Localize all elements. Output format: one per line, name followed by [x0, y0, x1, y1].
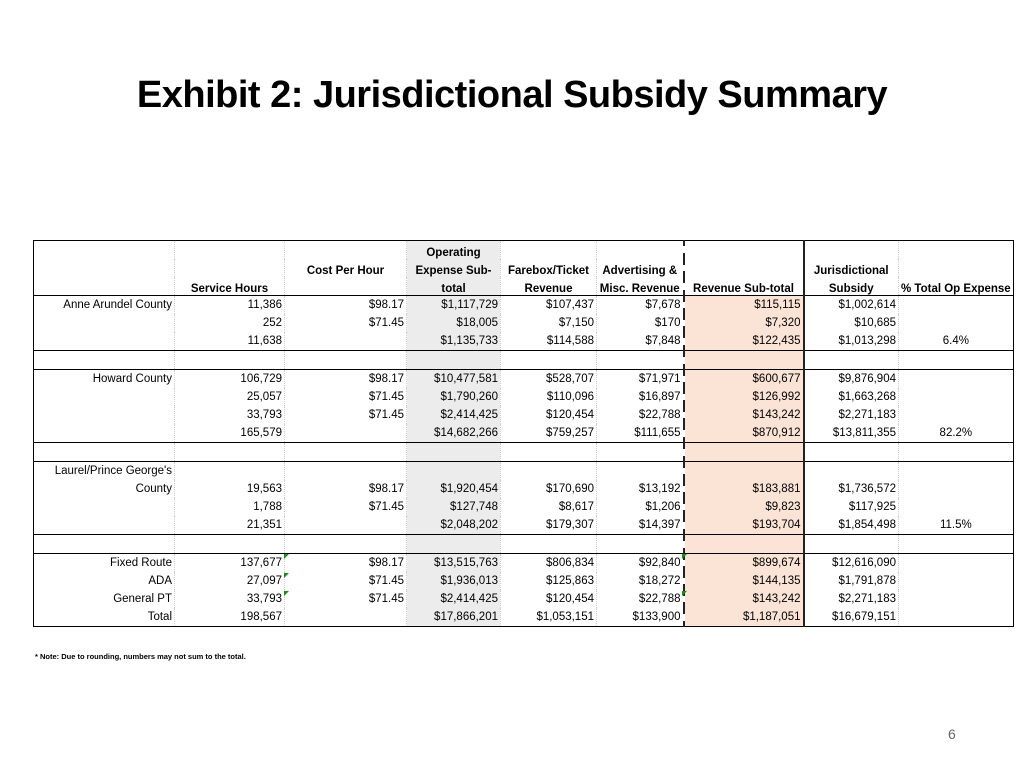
opex-cell: $1,135,733 [407, 332, 501, 350]
opex-cell: $1,790,260 [407, 388, 501, 406]
spacer-cell [407, 351, 501, 369]
advertising-cell: $22,788 [597, 590, 684, 608]
spacer-row [34, 443, 1014, 461]
pct-cell [899, 572, 1014, 590]
spacer-cell [501, 351, 597, 369]
table-row [34, 296, 1014, 314]
advertising-cell: $133,900 [597, 608, 684, 626]
service-hours-cell: 137,677 [175, 553, 285, 571]
table-row-total [34, 553, 1014, 571]
table-row [34, 461, 1014, 479]
subsidy-cell: $2,271,183 [804, 590, 899, 608]
service-hours-cell: 11,638 [175, 332, 285, 350]
revenue-subtotal-cell: $1,187,051 [684, 608, 804, 626]
spacer-cell [597, 351, 684, 369]
header-revenue-subtotal: Revenue Sub-total [684, 277, 804, 295]
cost-per-hour-cell: $71.45 [285, 406, 407, 424]
advertising-cell: $92,840 [597, 553, 684, 571]
cost-per-hour-cell: $98.17 [285, 553, 407, 571]
service-hours-cell: 1,788 [175, 498, 285, 516]
spacer-cell [501, 443, 597, 461]
jurisdiction-label [34, 406, 175, 424]
table-row-total [34, 608, 1014, 626]
header-blank [804, 241, 899, 259]
revenue-subtotal-cell: $7,320 [684, 314, 804, 332]
service-hours-cell: 19,563 [175, 480, 285, 498]
empty-cell [175, 461, 285, 479]
header-blank [175, 241, 285, 259]
header-advertising-line2: Misc. Revenue [597, 277, 684, 295]
header-blank [34, 277, 175, 295]
header-blank [285, 277, 407, 295]
jurisdiction-label: Howard County [34, 369, 175, 387]
table-row-subtotal [34, 424, 1014, 442]
empty-cell [684, 461, 804, 479]
farebox-cell: $759,257 [501, 424, 597, 442]
header-blank [175, 259, 285, 277]
subsidy-cell: $117,925 [804, 498, 899, 516]
spacer-cell [899, 535, 1014, 553]
spacer-cell [285, 443, 407, 461]
cost-per-hour-cell [285, 424, 407, 442]
rounding-note: * Note: Due to rounding, numbers may not sum to the total. [35, 652, 246, 661]
revenue-subtotal-cell: $126,992 [684, 388, 804, 406]
pct-cell [899, 608, 1014, 626]
header-service-hours: Service Hours [175, 277, 285, 295]
advertising-cell: $16,897 [597, 388, 684, 406]
empty-cell [597, 461, 684, 479]
revenue-subtotal-cell: $600,677 [684, 369, 804, 387]
spacer-cell [804, 351, 899, 369]
spacer-cell [175, 535, 285, 553]
revenue-subtotal-cell: $144,135 [684, 572, 804, 590]
opex-cell: $2,048,202 [407, 516, 501, 534]
total-label: Total [34, 608, 175, 626]
subsidy-cell: $1,013,298 [804, 332, 899, 350]
opex-cell: $2,414,425 [407, 590, 501, 608]
header-advertising-line1: Advertising & [597, 259, 684, 277]
table-row [34, 480, 1014, 498]
opex-cell: $1,936,013 [407, 572, 501, 590]
subsidy-cell: $1,854,498 [804, 516, 899, 534]
cost-per-hour-cell: $71.45 [285, 572, 407, 590]
jurisdiction-label [34, 388, 175, 406]
service-hours-cell: 25,057 [175, 388, 285, 406]
pct-cell [899, 388, 1014, 406]
table-row-subtotal [34, 332, 1014, 350]
revenue-subtotal-cell: $122,435 [684, 332, 804, 350]
table-row [34, 388, 1014, 406]
spacer-cell [175, 351, 285, 369]
farebox-cell: $110,096 [501, 388, 597, 406]
spacer-cell [34, 443, 175, 461]
opex-cell: $127,748 [407, 498, 501, 516]
farebox-cell: $7,150 [501, 314, 597, 332]
advertising-cell: $1,206 [597, 498, 684, 516]
spacer-cell [34, 535, 175, 553]
opex-cell: $1,920,454 [407, 480, 501, 498]
header-opex-line3: total [407, 277, 501, 295]
comment-indicator-icon [284, 591, 289, 596]
opex-cell: $13,515,763 [407, 553, 501, 571]
subsidy-cell: $10,685 [804, 314, 899, 332]
pct-cell [899, 553, 1014, 571]
opex-cell: $18,005 [407, 314, 501, 332]
service-hours-cell: 252 [175, 314, 285, 332]
spacer-cell [175, 443, 285, 461]
service-hours-cell: 198,567 [175, 608, 285, 626]
spacer-row [34, 351, 1014, 369]
pct-cell: 11.5% [899, 516, 1014, 534]
header-farebox-line2: Revenue [501, 277, 597, 295]
comment-indicator-icon [682, 591, 687, 596]
table-row [34, 369, 1014, 387]
spacer-cell [34, 351, 175, 369]
subsidy-cell: $1,002,614 [804, 296, 899, 314]
spacer-cell [684, 443, 804, 461]
farebox-cell: $528,707 [501, 369, 597, 387]
opex-cell: $17,866,201 [407, 608, 501, 626]
header-blank [34, 259, 175, 277]
total-label: Fixed Route [34, 553, 175, 571]
header-blank [899, 241, 1014, 259]
table-row [34, 314, 1014, 332]
pct-cell [899, 296, 1014, 314]
opex-cell: $1,117,729 [407, 296, 501, 314]
service-hours-cell: 11,386 [175, 296, 285, 314]
advertising-cell: $170 [597, 314, 684, 332]
jurisdiction-label: County [34, 480, 175, 498]
spacer-cell [597, 443, 684, 461]
pct-cell [899, 369, 1014, 387]
opex-cell: $14,682,266 [407, 424, 501, 442]
revenue-subtotal-cell: $193,704 [684, 516, 804, 534]
service-hours-cell: 33,793 [175, 590, 285, 608]
header-subsidy-line2: Subsidy [804, 277, 899, 295]
advertising-cell: $71,971 [597, 369, 684, 387]
subsidy-cell: $1,736,572 [804, 480, 899, 498]
total-label: ADA [34, 572, 175, 590]
service-hours-cell: 21,351 [175, 516, 285, 534]
spacer-cell [285, 351, 407, 369]
service-hours-cell: 106,729 [175, 369, 285, 387]
cost-per-hour-cell: $98.17 [285, 296, 407, 314]
empty-cell [501, 461, 597, 479]
cost-per-hour-cell [285, 516, 407, 534]
subsidy-table [33, 240, 1014, 627]
farebox-cell: $8,617 [501, 498, 597, 516]
page-title: Exhibit 2: Jurisdictional Subsidy Summary [136, 74, 888, 116]
cost-per-hour-cell: $71.45 [285, 388, 407, 406]
empty-cell [804, 461, 899, 479]
header-blank [684, 259, 804, 277]
subsidy-cell: $1,791,878 [804, 572, 899, 590]
jurisdiction-label: Anne Arundel County [34, 296, 175, 314]
page-number: 6 [948, 726, 956, 742]
table-row-subtotal [34, 516, 1014, 534]
service-hours-cell: 27,097 [175, 572, 285, 590]
revenue-subtotal-cell: $143,242 [684, 406, 804, 424]
advertising-cell: $7,678 [597, 296, 684, 314]
empty-cell [407, 461, 501, 479]
cost-per-hour-cell: $71.45 [285, 498, 407, 516]
pct-cell: 6.4% [899, 332, 1014, 350]
jurisdiction-label [34, 516, 175, 534]
jurisdiction-label: Laurel/Prince George's [34, 461, 175, 479]
table-row-total [34, 590, 1014, 608]
header-farebox-line1: Farebox/Ticket [501, 259, 597, 277]
spacer-cell [501, 535, 597, 553]
table-row [34, 406, 1014, 424]
pct-cell [899, 590, 1014, 608]
header-blank [285, 241, 407, 259]
subsidy-cell: $9,876,904 [804, 369, 899, 387]
total-label: General PT [34, 590, 175, 608]
empty-cell [899, 461, 1014, 479]
spacer-cell [407, 535, 501, 553]
table-row-total [34, 572, 1014, 590]
service-hours-cell: 165,579 [175, 424, 285, 442]
jurisdiction-label [34, 314, 175, 332]
spacer-cell [684, 535, 804, 553]
advertising-cell: $111,655 [597, 424, 684, 442]
pct-cell: 82.2% [899, 424, 1014, 442]
subsidy-cell: $13,811,355 [804, 424, 899, 442]
pct-cell [899, 406, 1014, 424]
header-blank [501, 241, 597, 259]
subsidy-cell: $12,616,090 [804, 553, 899, 571]
jurisdiction-label [34, 332, 175, 350]
revenue-subtotal-cell: $870,912 [684, 424, 804, 442]
comment-indicator-icon [284, 573, 289, 578]
cost-per-hour-cell [285, 332, 407, 350]
advertising-cell: $13,192 [597, 480, 684, 498]
opex-cell: $10,477,581 [407, 369, 501, 387]
pct-cell [899, 314, 1014, 332]
header-blank [597, 241, 684, 259]
header-blank [684, 241, 804, 259]
farebox-cell: $125,863 [501, 572, 597, 590]
advertising-cell: $22,788 [597, 406, 684, 424]
header-cost-per-hour: Cost Per Hour [285, 259, 407, 277]
advertising-cell: $18,272 [597, 572, 684, 590]
comment-indicator-icon [284, 554, 289, 559]
farebox-cell: $1,053,151 [501, 608, 597, 626]
spacer-cell [804, 535, 899, 553]
subsidy-cell: $1,663,268 [804, 388, 899, 406]
header-blank [34, 241, 175, 259]
cost-per-hour-cell: $98.17 [285, 480, 407, 498]
farebox-cell: $170,690 [501, 480, 597, 498]
revenue-subtotal-cell: $9,823 [684, 498, 804, 516]
pct-cell [899, 480, 1014, 498]
opex-cell: $2,414,425 [407, 406, 501, 424]
cost-per-hour-cell [285, 608, 407, 626]
service-hours-cell: 33,793 [175, 406, 285, 424]
spacer-row [34, 535, 1014, 553]
header-opex-line1: Operating [407, 241, 501, 259]
spacer-cell [285, 535, 407, 553]
revenue-subtotal-cell: $183,881 [684, 480, 804, 498]
advertising-cell: $14,397 [597, 516, 684, 534]
spacer-cell [899, 351, 1014, 369]
farebox-cell: $107,437 [501, 296, 597, 314]
cost-per-hour-cell: $98.17 [285, 369, 407, 387]
farebox-cell: $120,454 [501, 590, 597, 608]
pct-cell [899, 498, 1014, 516]
spacer-cell [899, 443, 1014, 461]
spacer-cell [684, 351, 804, 369]
jurisdiction-label [34, 424, 175, 442]
spacer-cell [597, 535, 684, 553]
revenue-subtotal-cell: $143,242 [684, 590, 804, 608]
header-pct-op-expense: % Total Op Expense [899, 277, 1014, 295]
farebox-cell: $806,834 [501, 553, 597, 571]
jurisdiction-label [34, 498, 175, 516]
subsidy-cell: $16,679,151 [804, 608, 899, 626]
table-row [34, 498, 1014, 516]
comment-indicator-icon [682, 554, 687, 559]
farebox-cell: $120,454 [501, 406, 597, 424]
header-opex-line2: Expense Sub- [407, 259, 501, 277]
farebox-cell: $179,307 [501, 516, 597, 534]
header-blank [899, 259, 1014, 277]
farebox-cell: $114,588 [501, 332, 597, 350]
revenue-subtotal-cell: $115,115 [684, 296, 804, 314]
spacer-cell [804, 443, 899, 461]
cost-per-hour-cell: $71.45 [285, 590, 407, 608]
header-subsidy-line1: Jurisdictional [804, 259, 899, 277]
empty-cell [285, 461, 407, 479]
subsidy-cell: $2,271,183 [804, 406, 899, 424]
cost-per-hour-cell: $71.45 [285, 314, 407, 332]
advertising-cell: $7,848 [597, 332, 684, 350]
revenue-subtotal-cell: $899,674 [684, 553, 804, 571]
spacer-cell [407, 443, 501, 461]
